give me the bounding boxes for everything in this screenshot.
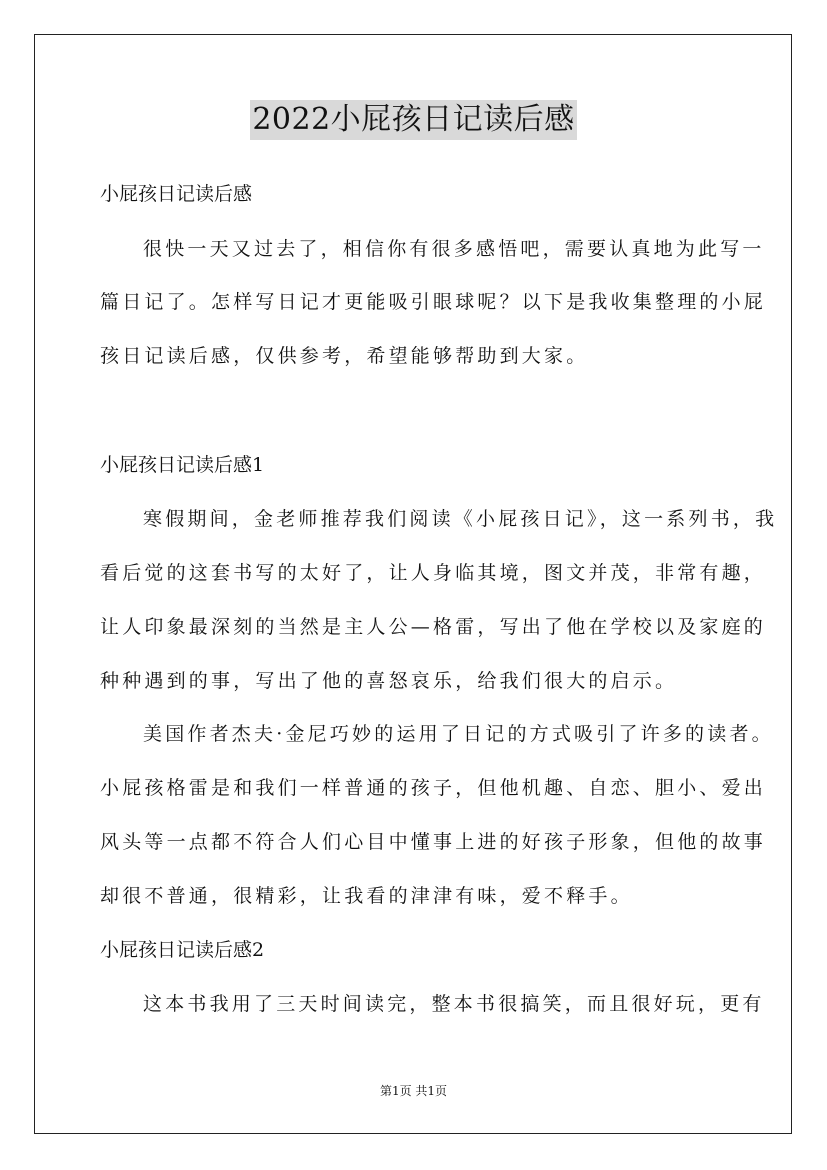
section1-line: 寒假期间，金老师推荐我们阅读《小屁孩日记》，这一系列书，我 [143, 508, 778, 530]
section1-line: 风头等一点都不符合人们心目中懂事上进的好孩子形象，但他的故事 [100, 831, 767, 853]
section1-line: 种种遇到的事，写出了他的喜怒哀乐，给我们很大的启示。 [100, 670, 678, 692]
title-container [0, 100, 827, 140]
intro-line: 篇日记了。怎样写日记才更能吸引眼球呢？以下是我收集整理的小屁 [100, 291, 767, 313]
section1-line: 看后觉的这套书写的太好了，让人身临其境，图文并茂，非常有趣， [100, 562, 767, 584]
section1-line: 却很不普通，很精彩，让我看的津津有味，爱不释手。 [100, 885, 633, 907]
section2-heading: 小屁孩日记读后感2 [100, 939, 265, 961]
document-title: 2022小屁孩日记读后感 [250, 100, 576, 140]
page-footer: 第1页 共1页 [379, 1084, 448, 1098]
section1-line: 美国作者杰夫·金尼巧妙的运用了日记的方式吸引了许多的读者。 [143, 723, 774, 745]
section1-heading: 小屁孩日记读后感1 [100, 454, 265, 476]
section2-line: 这本书我用了三天时间读完，整本书很搞笑，而且很好玩，更有 [143, 993, 765, 1015]
section1-line: 小屁孩格雷是和我们一样普通的孩子，但他机趣、自恋、胆小、爱出 [100, 777, 767, 799]
section1-line: 让人印象最深刻的当然是主人公—格雷，写出了他在学校以及家庭的 [100, 616, 767, 638]
intro-line: 孩日记读后感，仅供参考，希望能够帮助到大家。 [100, 345, 589, 367]
intro-heading: 小屁孩日记读后感 [100, 183, 253, 205]
intro-line: 很快一天又过去了，相信你有很多感悟吧，需要认真地为此写一 [143, 238, 765, 260]
